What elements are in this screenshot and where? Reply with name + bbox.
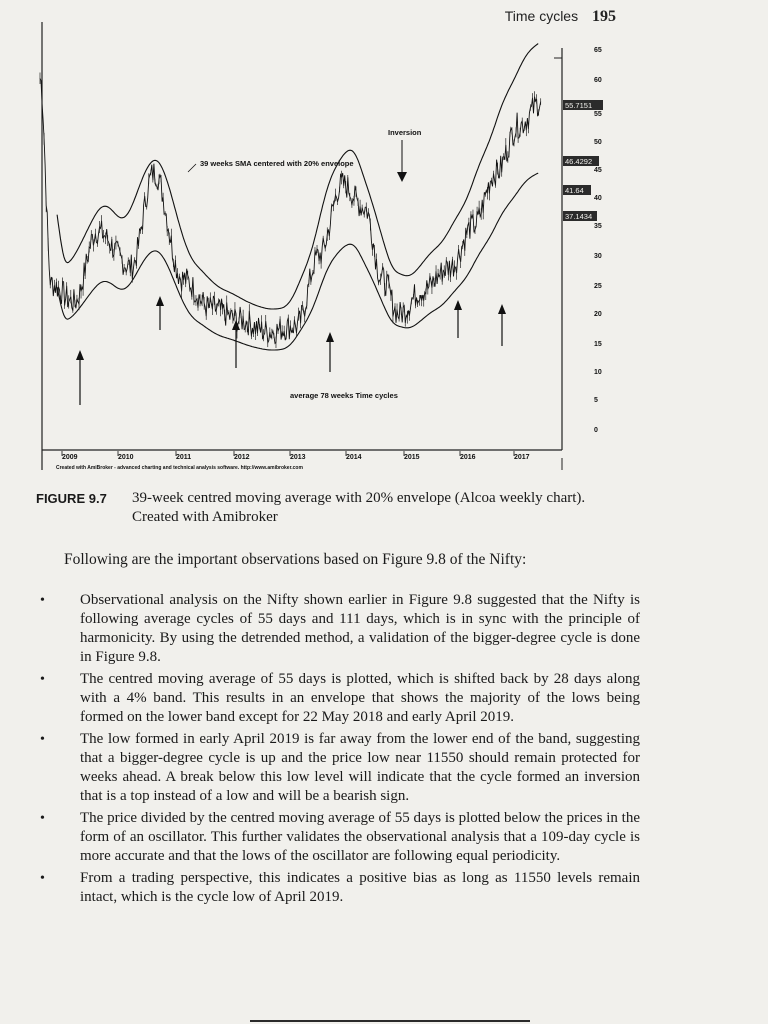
price-tag-label: 46.4292 <box>565 157 593 166</box>
running-title: Time cycles <box>504 8 579 24</box>
y-tick-label: 60 <box>594 77 602 84</box>
x-tick-label: 2012 <box>234 454 250 461</box>
list-item-text: The low formed in early April 2019 is far away from the lower end of the band, suggesting that a bigger-degree cycle is up and the price low near 11550 should remain protected for weeks ahead. A break below this low level will indicate that the cycle formed an inversion that is a top instead of a low and will be a bearish sign. <box>80 731 640 804</box>
list-item-text: Observational analysis on the Nifty shown earlier in Figure 9.8 suggested that the Nifty is following average cycles of 55 days and 111 days, which is in sync with the principle of harmonicity. By using the detrended method, a validation of the bigger-degree cycle is done in Figure 9.8. <box>80 592 640 665</box>
list-item <box>40 591 640 667</box>
list-item <box>40 809 640 866</box>
envelope-bands <box>57 44 538 350</box>
cycle-low-arrows <box>76 296 506 405</box>
x-axis-ticks <box>62 451 530 461</box>
bullet-icon: • <box>40 732 45 747</box>
list-item <box>40 869 640 907</box>
price-tag-label: 55.7151 <box>565 101 593 110</box>
inversion-annotation: Inversion <box>388 128 422 137</box>
y-tick-label: 20 <box>594 311 602 318</box>
price-tag-label: 37.1434 <box>565 212 593 221</box>
price-line <box>40 78 541 343</box>
y-tick-label: 10 <box>594 369 602 376</box>
price-tags <box>563 100 603 221</box>
arrow-head <box>326 332 334 342</box>
alcoa-weekly-chart <box>0 0 768 480</box>
x-tick-label: 2009 <box>62 454 78 461</box>
y-tick-label: 65 <box>594 47 602 54</box>
intro-paragraph: Following are the important observations based on Figure 9.8 of the Nifty: <box>64 551 527 568</box>
x-tick-label: 2011 <box>176 454 192 461</box>
list-item <box>40 730 640 806</box>
y-tick-label: 40 <box>594 195 602 202</box>
y-tick-label: 25 <box>594 283 602 290</box>
y-tick-label: 5 <box>594 397 598 404</box>
list-item-text: The centred moving average of 55 days is plotted, which is shifted back by 28 days along with a 4% band. This results in an envelope that shows the majority of the lows being formed on the lower band except for 22 May 2018 and early April 2019. <box>80 671 640 725</box>
figure-label: FIGURE 9.7 <box>36 491 107 506</box>
x-tick-label: 2016 <box>460 454 476 461</box>
amibroker-credit: Created with AmiBroker - advanced charting and technical analysis software. http://www.amibroker.com <box>56 465 303 471</box>
caption-line-1: 39-week centred moving average with 20% envelope (Alcoa weekly chart). <box>132 490 586 506</box>
footer-rule <box>250 1020 530 1022</box>
arrow-head <box>454 300 462 310</box>
caption-line-2: Created with Amibroker <box>132 509 278 525</box>
arrow-head <box>76 350 84 360</box>
x-tick-label: 2010 <box>118 454 134 461</box>
arrow-head <box>156 296 164 306</box>
inversion-arrowhead <box>397 172 407 182</box>
list-item <box>40 670 640 727</box>
price-tag-label: 41.64 <box>565 186 584 195</box>
cycles-annotation: average 78 weeks Time cycles <box>290 391 398 400</box>
x-tick-label: 2014 <box>346 454 362 461</box>
bullet-icon: • <box>40 811 45 826</box>
y-tick-label: 50 <box>594 139 602 146</box>
x-tick-label: 2017 <box>514 454 530 461</box>
list-item-text: The price divided by the centred moving average of 55 days is plotted below the prices in the form of an oscillator. This further validates the observational analysis that a 109-day cycle is more accurate and that the lows of the oscillator are following equal periodicity. <box>80 810 640 864</box>
y-tick-label: 30 <box>594 253 602 260</box>
envelope-pointer <box>188 164 196 172</box>
envelope-annotation: 39 weeks SMA centered with 20% envelope <box>200 159 354 168</box>
bullet-icon: • <box>40 593 45 608</box>
y-tick-label: 55 <box>594 111 602 118</box>
y-tick-label: 0 <box>594 427 598 434</box>
observation-list <box>40 591 640 910</box>
bullet-icon: • <box>40 672 45 687</box>
y-tick-label: 35 <box>594 223 602 230</box>
bullet-icon: • <box>40 871 45 886</box>
y-tick-label: 15 <box>594 341 602 348</box>
x-tick-label: 2015 <box>404 454 420 461</box>
page-number: 195 <box>592 8 616 25</box>
x-tick-label: 2013 <box>290 454 306 461</box>
price-series <box>40 73 541 349</box>
upper-envelope-line <box>57 44 538 309</box>
y-tick-label: 45 <box>594 167 602 174</box>
list-item-text: From a trading perspective, this indicates a positive bias as long as 11550 levels remain intact, which is the cycle low of April 2019. <box>80 870 640 905</box>
arrow-head <box>498 304 506 314</box>
